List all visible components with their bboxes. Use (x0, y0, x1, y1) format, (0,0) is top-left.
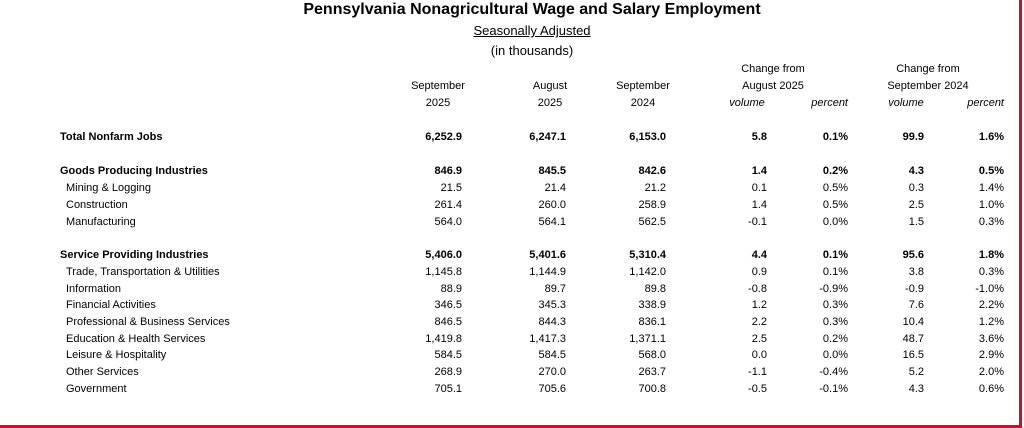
value-aug2025: 584.5 (538, 349, 566, 361)
value-sep2024: 842.6 (638, 165, 666, 177)
value-sep2024: 338.9 (638, 299, 666, 311)
change-year-percent: 1.6% (978, 131, 1004, 143)
value-sep2025: 1,145.8 (425, 266, 462, 278)
change-year-header-line1: Change from (896, 63, 960, 75)
row-label: Construction (66, 199, 128, 211)
change-year-volume: 10.4 (902, 316, 924, 328)
value-sep2025: 846.5 (434, 316, 462, 328)
change-month-header-line2: August 2025 (742, 80, 804, 92)
value-sep2025: 6,252.9 (425, 131, 462, 143)
table-row (0, 383, 1019, 399)
change-month-volume: 5.8 (751, 131, 767, 143)
change-month-volume-header: volume (729, 97, 765, 109)
col-sep2025-header-line2: 2025 (425, 97, 451, 109)
value-sep2024: 89.8 (644, 283, 666, 295)
change-month-percent: 0.5% (822, 199, 848, 211)
value-sep2024: 836.1 (638, 316, 666, 328)
change-year-percent: 0.3% (978, 216, 1004, 228)
row-label: Service Providing Industries (60, 249, 209, 261)
change-year-volume-header: volume (888, 97, 924, 109)
value-sep2024: 263.7 (638, 366, 666, 378)
table-row (0, 131, 1019, 147)
change-month-volume: 2.2 (751, 316, 767, 328)
table-row (0, 216, 1019, 232)
row-label: Mining & Logging (66, 182, 152, 194)
change-year-percent: 2.0% (978, 366, 1004, 378)
change-month-volume: 1.4 (751, 199, 767, 211)
change-year-volume: 16.5 (902, 349, 924, 361)
report-title: Pennsylvania Nonagricultural Wage and Salary Employment (303, 1, 761, 18)
row-label: Goods Producing Industries (60, 165, 208, 177)
change-year-header-line2: September 2024 (887, 80, 969, 92)
value-aug2025: 270.0 (538, 366, 566, 378)
change-year-volume: 3.8 (908, 266, 924, 278)
value-aug2025: 345.3 (538, 299, 566, 311)
change-month-volume: 0.0 (751, 349, 767, 361)
value-sep2024: 6,153.0 (629, 131, 666, 143)
value-sep2024: 568.0 (638, 349, 666, 361)
value-aug2025: 564.1 (538, 216, 566, 228)
row-label: Information (66, 283, 122, 295)
change-year-volume: 2.5 (908, 199, 924, 211)
col-aug2025-header-line2: 2025 (537, 97, 563, 109)
change-month-percent: 0.0% (822, 216, 848, 228)
change-year-volume: 1.5 (908, 216, 924, 228)
change-month-volume: 0.9 (751, 266, 767, 278)
table-row (0, 349, 1019, 365)
change-month-percent: 0.2% (822, 165, 848, 177)
value-sep2024: 258.9 (638, 199, 666, 211)
change-month-volume: 0.1 (751, 182, 767, 194)
value-aug2025: 89.7 (544, 283, 566, 295)
value-sep2025: 5,406.0 (425, 249, 462, 261)
col-sep2025-header-line1: September (411, 80, 465, 92)
table-row (0, 333, 1019, 349)
row-label: Professional & Business Services (66, 316, 230, 328)
change-month-percent: -0.4% (819, 366, 848, 378)
change-month-header-line1: Change from (741, 63, 805, 75)
row-label: Government (66, 383, 127, 395)
change-month-volume: -0.1 (748, 216, 767, 228)
change-month-volume: 2.5 (751, 333, 767, 345)
value-aug2025: 21.4 (544, 182, 566, 194)
change-month-percent: 0.3% (822, 299, 848, 311)
value-aug2025: 844.3 (538, 316, 566, 328)
row-label: Financial Activities (66, 299, 156, 311)
change-month-volume: -0.5 (748, 383, 767, 395)
value-sep2025: 1,419.8 (425, 333, 462, 345)
change-year-percent-header: percent (967, 97, 1004, 109)
change-year-percent: 1.8% (978, 249, 1004, 261)
change-year-volume: 4.3 (908, 165, 924, 177)
value-sep2025: 261.4 (434, 199, 462, 211)
row-label: Trade, Transportation & Utilities (66, 266, 220, 278)
value-sep2025: 268.9 (434, 366, 462, 378)
change-year-percent: -1.0% (975, 283, 1004, 295)
change-year-percent: 1.4% (978, 182, 1004, 194)
row-label: Total Nonfarm Jobs (60, 131, 163, 143)
change-year-volume: 99.9 (902, 131, 924, 143)
table-row (0, 316, 1019, 332)
value-aug2025: 6,247.1 (529, 131, 566, 143)
change-year-percent: 3.6% (978, 333, 1004, 345)
change-year-percent: 2.2% (978, 299, 1004, 311)
col-sep2024-header-line1: September (616, 80, 670, 92)
change-month-percent-header: percent (811, 97, 848, 109)
value-sep2025: 564.0 (434, 216, 462, 228)
value-aug2025: 5,401.6 (529, 249, 566, 261)
change-month-percent: 0.1% (822, 131, 848, 143)
change-year-volume: 4.3 (908, 383, 924, 395)
col-aug2025-header-line1: August (532, 80, 568, 92)
value-aug2025: 1,417.3 (529, 333, 566, 345)
change-year-percent: 2.9% (978, 349, 1004, 361)
value-sep2025: 21.5 (440, 182, 462, 194)
value-sep2025: 584.5 (434, 349, 462, 361)
change-month-percent: 0.0% (822, 349, 848, 361)
value-sep2025: 88.9 (440, 283, 462, 295)
change-year-percent: 1.2% (978, 316, 1004, 328)
change-year-percent: 1.0% (978, 199, 1004, 211)
value-sep2025: 346.5 (434, 299, 462, 311)
value-sep2025: 846.9 (434, 165, 462, 177)
table-row (0, 266, 1019, 282)
change-month-percent: -0.1% (819, 383, 848, 395)
change-year-volume: 5.2 (908, 366, 924, 378)
row-label: Education & Health Services (66, 333, 206, 345)
table-row (0, 366, 1019, 382)
value-sep2024: 700.8 (638, 383, 666, 395)
change-year-percent: 0.5% (978, 165, 1004, 177)
value-sep2024: 562.5 (638, 216, 666, 228)
change-month-volume: -0.8 (748, 283, 767, 295)
change-month-volume: -1.1 (748, 366, 767, 378)
table-row (0, 299, 1019, 315)
change-month-volume: 4.4 (751, 249, 767, 261)
change-year-volume: 7.6 (908, 299, 924, 311)
table-row (0, 249, 1019, 265)
change-year-percent: 0.3% (978, 266, 1004, 278)
change-month-percent: 0.5% (822, 182, 848, 194)
change-month-volume: 1.2 (751, 299, 767, 311)
change-month-percent: 0.1% (822, 266, 848, 278)
table-row (0, 283, 1019, 299)
value-aug2025: 260.0 (538, 199, 566, 211)
change-month-percent: 0.3% (822, 316, 848, 328)
col-sep2024-header-line2: 2024 (630, 97, 656, 109)
value-aug2025: 845.5 (538, 165, 566, 177)
row-label: Leisure & Hospitality (66, 349, 167, 361)
change-month-percent: -0.9% (819, 283, 848, 295)
row-label: Other Services (66, 366, 139, 378)
report-subtitle: Seasonally Adjusted (473, 23, 591, 38)
value-sep2025: 705.1 (434, 383, 462, 395)
change-month-volume: 1.4 (751, 165, 767, 177)
change-year-volume: 0.3 (908, 182, 924, 194)
value-sep2024: 21.2 (644, 182, 666, 194)
value-sep2024: 1,371.1 (629, 333, 666, 345)
table-row (0, 182, 1019, 198)
value-aug2025: 705.6 (538, 383, 566, 395)
table-row (0, 199, 1019, 215)
change-year-volume: -0.9 (905, 283, 924, 295)
change-year-volume: 95.6 (902, 249, 924, 261)
change-month-percent: 0.2% (822, 333, 848, 345)
value-sep2024: 5,310.4 (629, 249, 666, 261)
change-year-percent: 0.6% (978, 383, 1004, 395)
change-month-percent: 0.1% (822, 249, 848, 261)
value-sep2024: 1,142.0 (629, 266, 666, 278)
value-aug2025: 1,144.9 (529, 266, 566, 278)
row-label: Manufacturing (66, 216, 136, 228)
change-year-volume: 48.7 (902, 333, 924, 345)
table-row (0, 165, 1019, 181)
report-units: (in thousands) (490, 43, 574, 58)
